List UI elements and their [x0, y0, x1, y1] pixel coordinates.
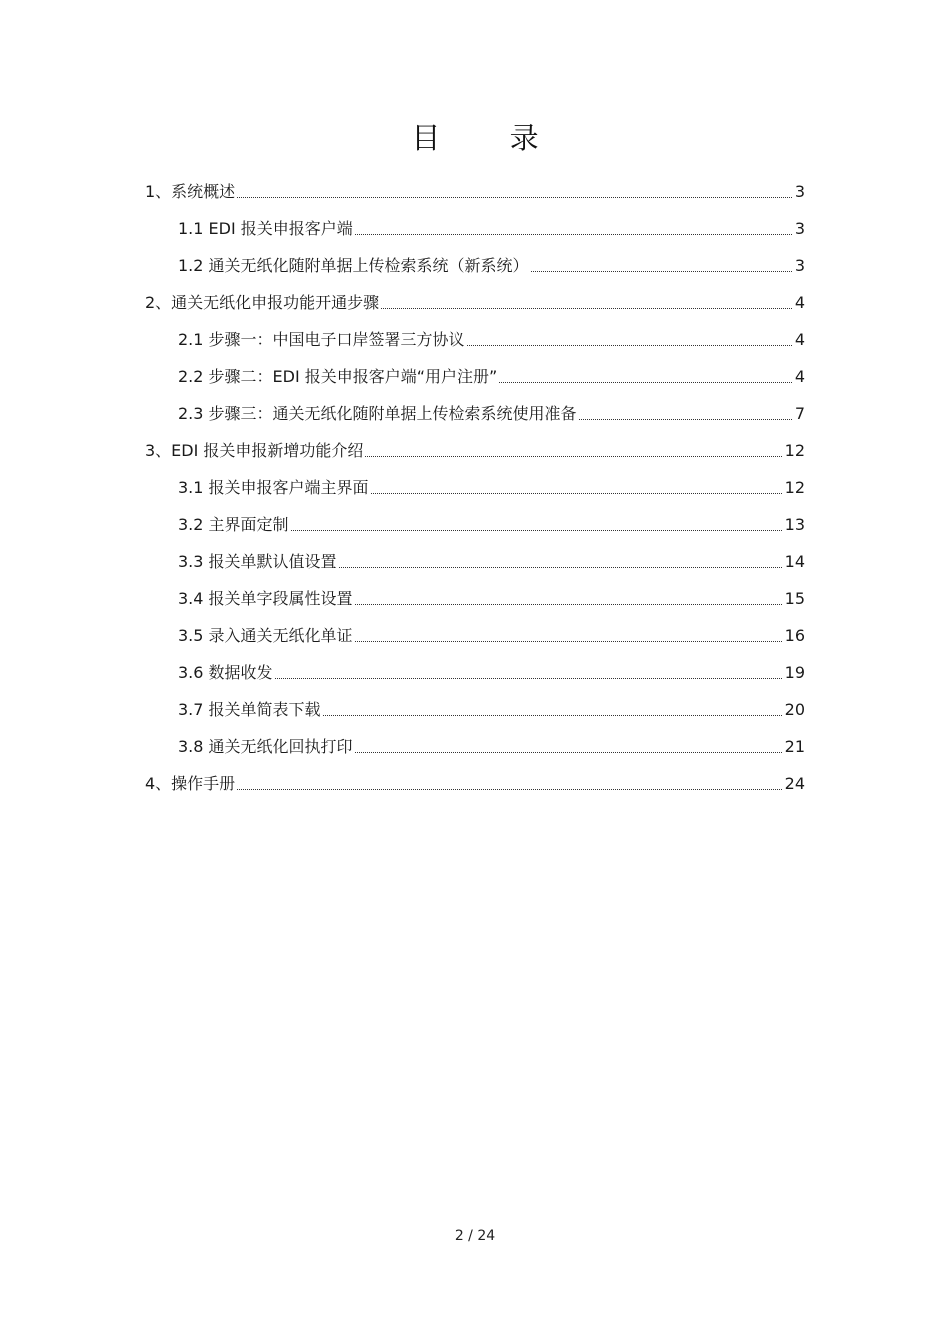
- toc-leader: [467, 345, 792, 346]
- toc-leader: [339, 567, 782, 568]
- toc-leader: [355, 641, 782, 642]
- toc-leader: [499, 382, 791, 383]
- toc-leader: [355, 752, 782, 753]
- toc-entry-text: 1.2 通关无纸化随附单据上传检索系统（新系统）: [178, 256, 529, 275]
- toc-entry-text: 3.2 主界面定制: [178, 515, 289, 534]
- toc-entry[interactable]: [178, 721, 805, 758]
- toc-entry-text: 2.2 步骤二：EDI 报关申报客户端“用户注册”: [178, 367, 498, 386]
- toc-entry-text: 4、操作手册: [145, 774, 236, 793]
- toc-entry[interactable]: [145, 758, 805, 795]
- toc-entry[interactable]: [145, 425, 805, 462]
- toc-entry-page: 4: [794, 293, 805, 312]
- toc-entry[interactable]: [145, 277, 805, 314]
- toc-entry-page: 3: [794, 182, 805, 201]
- toc-entry[interactable]: [178, 647, 805, 684]
- toc-entry-page: 13: [784, 515, 805, 534]
- toc-entry[interactable]: [145, 166, 805, 203]
- toc-entry-page: 12: [784, 441, 805, 460]
- toc-entry-text: 1、系统概述: [145, 182, 236, 201]
- toc-entry-page: 4: [794, 330, 805, 349]
- toc-entry-text: 1.1 EDI 报关申报客户端: [178, 219, 353, 238]
- toc-entry[interactable]: [178, 610, 805, 647]
- toc-leader: [237, 197, 792, 198]
- toc-entry[interactable]: [178, 462, 805, 499]
- toc-leader: [365, 456, 781, 457]
- toc-entry-text: 2.1 步骤一：中国电子口岸签署三方协议: [178, 330, 465, 349]
- toc-entry-page: 14: [784, 552, 805, 571]
- toc-entry[interactable]: [178, 573, 805, 610]
- toc-leader: [323, 715, 782, 716]
- toc-entry-page: 3: [794, 256, 805, 275]
- toc-entry[interactable]: [178, 499, 805, 536]
- page-number-footer: 2 / 24: [454, 1228, 496, 1244]
- toc-entry-text: 3.5 录入通关无纸化单证: [178, 626, 353, 645]
- toc-entry-page: 15: [784, 589, 805, 608]
- toc-entry[interactable]: [178, 351, 805, 388]
- toc-entry-text: 3.1 报关申报客户端主界面: [178, 478, 369, 497]
- toc-leader: [355, 234, 792, 235]
- toc-entry-page: 12: [784, 478, 805, 497]
- toc-leader: [275, 678, 782, 679]
- toc-leader: [291, 530, 782, 531]
- toc-entry-text: 3.4 报关单字段属性设置: [178, 589, 353, 608]
- toc-entry-text: 2.3 步骤三：通关无纸化随附单据上传检索系统使用准备: [178, 404, 577, 423]
- toc-entry-text: 3.7 报关单简表下载: [178, 700, 321, 719]
- toc-entry-page: 3: [794, 219, 805, 238]
- toc-leader: [371, 493, 782, 494]
- toc-entry[interactable]: [178, 314, 805, 351]
- toc-entry[interactable]: [178, 203, 805, 240]
- toc-entry-page: 4: [794, 367, 805, 386]
- toc-entry-text: 3.8 通关无纸化回执打印: [178, 737, 353, 756]
- toc-entry-page: 24: [784, 774, 805, 793]
- toc-entry[interactable]: [178, 684, 805, 721]
- toc-entry-text: 3.6 数据收发: [178, 663, 273, 682]
- toc-entry[interactable]: [178, 388, 805, 425]
- toc-entry[interactable]: [178, 240, 805, 277]
- toc-entry-page: 21: [784, 737, 805, 756]
- toc-entry-page: 20: [784, 700, 805, 719]
- toc-leader: [381, 308, 792, 309]
- toc-leader: [531, 271, 792, 272]
- toc-leader: [237, 789, 781, 790]
- toc-entry-text: 2、通关无纸化申报功能开通步骤: [145, 293, 380, 312]
- toc-entry[interactable]: [178, 536, 805, 573]
- toc-entry-text: 3.3 报关单默认值设置: [178, 552, 337, 571]
- toc-leader: [355, 604, 782, 605]
- toc-leader: [579, 419, 792, 420]
- toc-entry-page: 16: [784, 626, 805, 645]
- page-title: 目 录: [411, 121, 569, 155]
- toc-entry-page: 19: [784, 663, 805, 682]
- toc-entry-text: 3、EDI 报关申报新增功能介绍: [145, 441, 364, 460]
- toc-entry-page: 7: [794, 404, 805, 423]
